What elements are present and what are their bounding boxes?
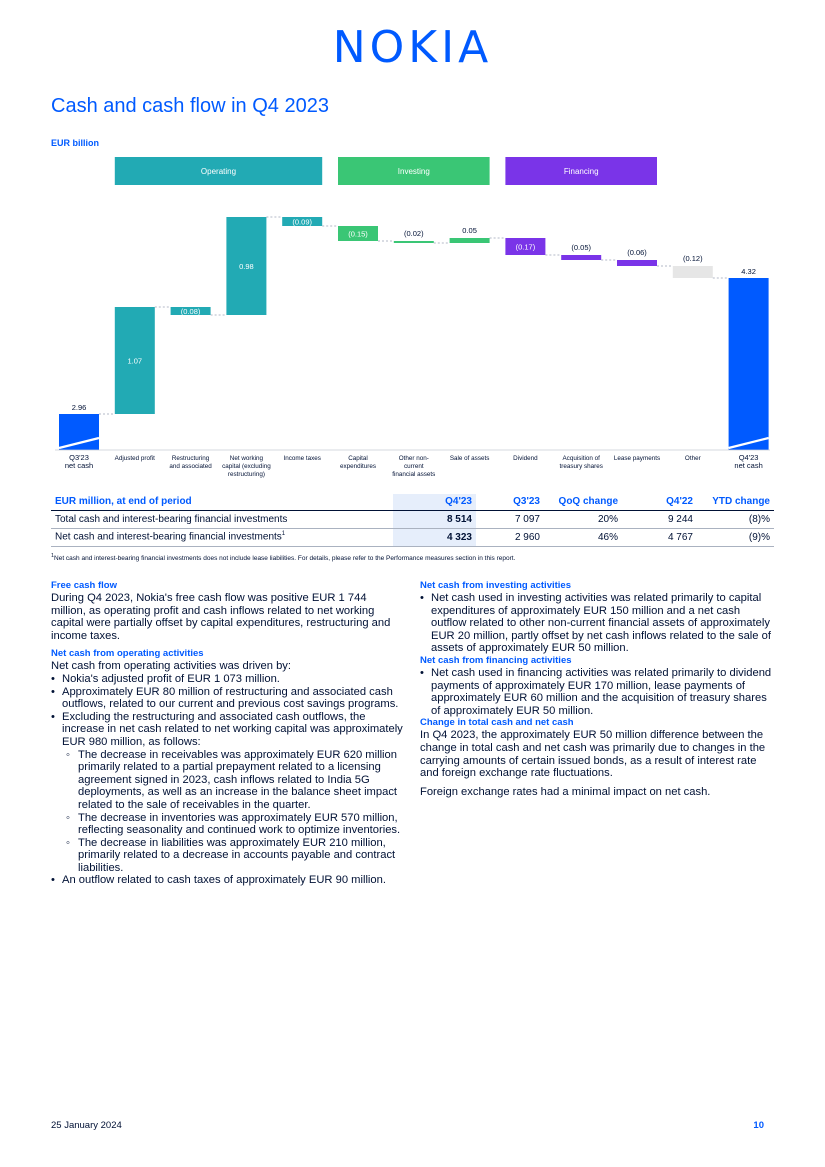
list-item: ◦ The decrease in receivables was approximately EUR 620 million primarily related to a partial prepayment related to a licensing agreement signed in 2023, cash inflows related to India 5G deployments, as well as an increase in the balance sheet impact related to the sale of receivables in the quarter. [62, 749, 403, 812]
chart-bar [561, 255, 601, 260]
investing-heading: Net cash from investing activities [420, 580, 571, 591]
data-label: (0.09) [292, 217, 312, 227]
cash-table [51, 494, 774, 547]
table-cell: 4 767 [622, 528, 697, 546]
category-label: Dividend [513, 455, 538, 462]
table-header-row [51, 494, 774, 510]
category-label: Sale of assets [449, 455, 490, 462]
table-cell: (8)% [697, 510, 774, 528]
footnote-ref: 1 [281, 531, 286, 538]
right-text-column [420, 580, 772, 804]
investing-bullets [420, 592, 772, 655]
list-item: • Net cash used in financing activities was related primarily to dividend payments of approximately EUR 170 million, lease payments of approximately EUR 60 million and the acquisition of treasury shares of approximately EUR 50 million. [420, 667, 772, 717]
chart-bar [394, 241, 434, 243]
category-label: Acquisition of treasury shares [559, 455, 603, 470]
category-label: Net working capital (excluding restructuring) [222, 455, 271, 478]
table-cell: 4 323 [393, 528, 476, 546]
table-header-q4-22: Q4'22 [666, 496, 693, 508]
category-label: Q3'23 net cash [64, 453, 94, 470]
list-item: • Net cash used in investing activities was related primarily to capital expenditures of approximately EUR 150 million and a net cash outflow related to other non-current financial assets of approximately EUR 20 million, partly offset by net cash inflows related to the sale of assets of approximately EUR 50 million. [420, 592, 772, 655]
chart-bar [729, 278, 769, 450]
table-cell: 2 960 [476, 528, 544, 546]
category-label: Capital expenditures [339, 455, 377, 470]
list-item: • Approximately EUR 80 million of restructuring and associated cash outflows, related to our current and previous cost savings programs. [51, 686, 403, 711]
waterfall-chart [0, 0, 825, 490]
operating-intro: Net cash from operating activities was driven by: [51, 660, 292, 673]
category-label: Income taxes [283, 455, 321, 462]
category-label: Adjusted profit [114, 455, 155, 462]
fcf-text: During Q4 2023, Nokia's free cash flow was positive EUR 1 744 million, as operating profit and cash inflows related to net working capital were partially offset by capital expenditures, restructuring and income taxes. [51, 592, 391, 642]
data-label: 2.96 [71, 403, 87, 412]
list-item: ◦ The decrease in liabilities was approximately EUR 210 million, primarily related to a decrease in accounts payable and contract liabilities. [62, 837, 403, 875]
nokia-logo: NOKIA [332, 22, 493, 73]
table-row-label: Total cash and interest-bearing financial investments [51, 510, 393, 528]
category-label: Other non-current financial assets [392, 455, 436, 478]
table-cell: 46% [544, 528, 622, 546]
category-label: Q4'23 net cash [734, 453, 763, 470]
table-header-qoq: QoQ change [558, 496, 618, 508]
table-row [51, 510, 774, 528]
data-label: (0.06) [627, 248, 647, 257]
financing-heading: Net cash from financing activities [420, 654, 572, 666]
table-header-q4-23: Q4'23 [393, 494, 476, 510]
table-header-ytd: YTD change [712, 496, 770, 508]
list-item: ◦ The decrease in inventories was approximately EUR 570 million, reflecting seasonality and continued work to optimize inventories. [62, 812, 403, 837]
change-heading: Change in total cash and net cash [420, 717, 574, 729]
list-item: • Nokia's adjusted profit of EUR 1 073 million. [51, 673, 403, 686]
fx-text: Foreign exchange rates had a minimal impact on net cash. [420, 785, 711, 798]
group-header-label: Operating [200, 167, 237, 176]
data-label: (0.05) [571, 243, 591, 252]
data-label: 0.05 [462, 226, 477, 235]
footnote-mark: 1 [51, 553, 55, 559]
row-label-text: Net cash and interest-bearing financial investments [55, 531, 282, 543]
table-row-label [51, 528, 393, 546]
list-item [51, 711, 403, 875]
table-row [51, 528, 774, 546]
change-text: In Q4 2023, the approximately EUR 50 million difference between the change in total cash and net cash was primarily due to changes in the carrying amounts of certain issued bonds, as a result of interest rate and foreign exchange rate fluctuations. [420, 729, 766, 780]
category-label: Restructuring and associated [169, 455, 212, 470]
chart-bar [673, 266, 713, 278]
group-header-label: Financing [563, 167, 599, 176]
list-item: • An outflow related to cash taxes of approximately EUR 90 million. [51, 874, 403, 887]
data-label: 4.32 [741, 267, 756, 276]
list-item-text: Excluding the restructuring and associated cash outflows, the increase in net cash related to net working capital was approximately EUR 980 million, as follows: [62, 710, 403, 748]
group-header-label: Investing [397, 167, 430, 176]
table-cell: (9)% [697, 528, 774, 546]
chart-unit-label: EUR billion [51, 138, 99, 148]
financing-bullets [420, 667, 772, 717]
table-cell: 9 244 [622, 510, 697, 528]
data-label: 1.07 [127, 356, 143, 366]
table-header-label: EUR million, at end of period [55, 496, 192, 508]
chart-bar [59, 414, 99, 450]
page-title: Cash and cash flow in Q4 2023 [51, 95, 329, 117]
table-footnote [51, 553, 515, 562]
data-label: (0.12) [683, 254, 703, 263]
table-cell: 8 514 [393, 510, 476, 528]
data-label: (0.17) [515, 242, 536, 252]
footnote-text: Net cash and interest-bearing financial investments does not include lease liabilities. For details, please refer to the Performance measures section in this report. [54, 555, 516, 563]
category-label: Lease payments [613, 455, 661, 462]
data-label: (0.08) [180, 307, 201, 316]
data-label: (0.15) [348, 229, 368, 239]
category-label: Other [684, 455, 701, 462]
table-cell: 7 097 [476, 510, 544, 528]
nwc-sub-bullets [62, 749, 403, 875]
data-label: 0.98 [239, 262, 254, 271]
page-number: 10 [753, 1120, 764, 1131]
footer-date: 25 January 2024 [51, 1120, 122, 1131]
operating-bullets [51, 673, 403, 887]
chart-bar [617, 260, 657, 266]
chart-bar [450, 238, 490, 243]
data-label: (0.02) [404, 229, 424, 238]
fcf-heading: Free cash flow [51, 580, 117, 591]
table-cell: 20% [544, 510, 622, 528]
table-header-q3-23: Q3'23 [513, 496, 540, 508]
operating-heading: Net cash from operating activities [51, 648, 204, 660]
left-text-column [51, 580, 403, 887]
